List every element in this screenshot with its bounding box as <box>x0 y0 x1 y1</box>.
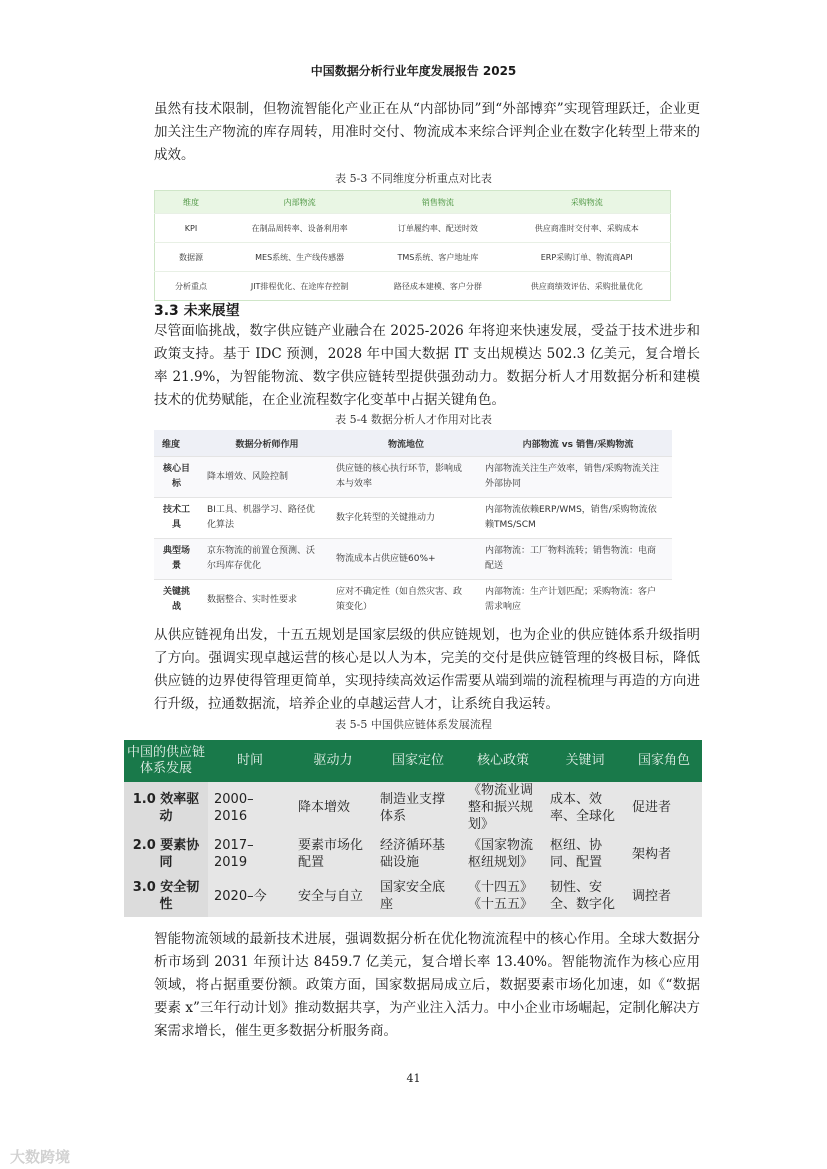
section-heading: 3.3 未来展望 <box>154 303 240 319</box>
table-cell: 成本、效率、全球化 <box>544 782 626 833</box>
table-cell: 数据整合、实时性要求 <box>199 580 328 621</box>
table-5-5 <box>124 740 702 917</box>
table-cell: 国家安全底座 <box>374 875 462 917</box>
table-cell: 架构者 <box>626 833 702 875</box>
table-cell: 京东物流的前置仓预测、沃尔玛库存优化 <box>199 539 328 580</box>
table-cell: 物流成本占供应链60%+ <box>328 539 477 580</box>
table-5-3-caption: 表 5-3 不同维度分析重点对比表 <box>335 172 492 185</box>
table-row <box>154 539 672 580</box>
table-cell: 内部物流：工厂物料流转；销售物流：电商配送 <box>477 539 672 580</box>
table-row <box>154 457 672 498</box>
table-row <box>155 243 671 272</box>
watermark-logo <box>10 1146 70 1167</box>
table-cell: 制造业支撑体系 <box>374 782 462 833</box>
table-cell: 调控者 <box>626 875 702 917</box>
table-cell: MES系统、生产线传感器 <box>227 243 372 272</box>
table-row <box>155 272 671 301</box>
table-cell: 《国家物流枢纽规划》 <box>462 833 544 875</box>
table-header-cell: 物流地位 <box>328 430 477 457</box>
table-cell: 供应链的核心执行环节，影响成本与效率 <box>328 457 477 498</box>
table-cell: 分析重点 <box>155 272 228 301</box>
table-cell: 经济循环基础设施 <box>374 833 462 875</box>
table-cell: TMS系统、客户地址库 <box>372 243 503 272</box>
table-cell: 《十四五》《十五五》 <box>462 875 544 917</box>
table-header-row <box>124 740 702 782</box>
table-5-4-caption: 表 5-4 数据分析人才作用对比表 <box>335 413 492 426</box>
table-cell: 路径成本建模、客户分群 <box>372 272 503 301</box>
table-cell: 核心目标 <box>154 457 199 498</box>
table-cell: 在制品周转率、设备利用率 <box>227 214 372 243</box>
table-header-cell: 中国的供应链体系发展 <box>124 740 208 782</box>
table-header-cell: 内部物流 vs 销售/采购物流 <box>477 430 672 457</box>
table-5-3 <box>154 190 671 301</box>
table-cell: 2000–2016 <box>208 782 292 833</box>
table-header-cell: 维度 <box>154 430 199 457</box>
table-header-cell: 数据分析师作用 <box>199 430 328 457</box>
table-header-cell: 销售物流 <box>372 191 503 214</box>
table-cell: 《物流业调整和振兴规划》 <box>462 782 544 833</box>
table-header-cell: 国家角色 <box>626 740 702 782</box>
table-cell: BI工具、机器学习、路径优化算法 <box>199 498 328 539</box>
paragraph-supply-chain: 从供应链视角出发，十五五规划是国家层级的供应链规划，也为企业的供应链体系升级指明了方向。强调实现卓越运营的核心是以人为本，完美的交付是供应链管理的终极目标，降低供应链的边界使得管理更简单，实现持续高效运作需要从端到端的流程梳理与再造的方向进行升级，拉通数据流，培养企业的卓越运营人才，让系统自我运转。 <box>154 627 700 712</box>
table-row <box>154 580 672 621</box>
table-cell: 1.0 效率驱动 <box>124 782 208 833</box>
table-row <box>124 833 702 875</box>
table-row <box>154 498 672 539</box>
table-cell: 韧性、安全、数字化 <box>544 875 626 917</box>
table-cell: 促进者 <box>626 782 702 833</box>
table-header-cell: 内部物流 <box>227 191 372 214</box>
table-cell: 数据源 <box>155 243 228 272</box>
table-cell: 应对不确定性（如自然灾害、政策变化） <box>328 580 477 621</box>
table-header-cell: 维度 <box>155 191 228 214</box>
table-cell: ERP采购订单、物流商API <box>504 243 671 272</box>
table-cell: 供应商准时交付率、采购成本 <box>504 214 671 243</box>
table-header-cell: 时间 <box>208 740 292 782</box>
table-cell: 订单履约率、配送时效 <box>372 214 503 243</box>
table-5-5-caption: 表 5-5 中国供应链体系发展流程 <box>335 718 492 731</box>
table-header-cell: 关键词 <box>544 740 626 782</box>
table-cell: 安全与自立 <box>292 875 374 917</box>
table-cell: 技术工具 <box>154 498 199 539</box>
watermark-text: 大数跨境 <box>10 1148 71 1166</box>
table-row <box>124 782 702 833</box>
table-cell: 内部物流关注生产效率，销售/采购物流关注外部协同 <box>477 457 672 498</box>
table-cell: 3.0 安全韧性 <box>124 875 208 917</box>
table-row <box>155 214 671 243</box>
table-cell: 要素市场化配置 <box>292 833 374 875</box>
table-cell: 2.0 要素协同 <box>124 833 208 875</box>
table-cell: 枢纽、协同、配置 <box>544 833 626 875</box>
page-header: 中国数据分析行业年度发展报告 2025 <box>310 64 517 78</box>
table-cell: 内部物流依赖ERP/WMS，销售/采购物流依赖TMS/SCM <box>477 498 672 539</box>
table-cell: 2020–今 <box>208 875 292 917</box>
paragraph-intro: 虽然有技术限制，但物流智能化产业正在从“内部协同”到“外部博弈”实现管理跃迁，企业更加关注生产物流的库存周转，用准时交付、物流成本来综合评判企业在数字化转型上带来的成效。 <box>154 101 700 163</box>
table-cell: 供应商绩效评估、采购批量优化 <box>504 272 671 301</box>
table-header-cell: 驱动力 <box>292 740 374 782</box>
table-row <box>124 875 702 917</box>
page-number: 41 <box>406 1072 421 1085</box>
table-cell: 数字化转型的关键推动力 <box>328 498 477 539</box>
table-cell: 降本增效、风险控制 <box>199 457 328 498</box>
table-header-cell: 核心政策 <box>462 740 544 782</box>
table-cell: 2017–2019 <box>208 833 292 875</box>
table-5-4 <box>154 430 672 620</box>
table-header-cell: 采购物流 <box>504 191 671 214</box>
table-header-cell: 国家定位 <box>374 740 462 782</box>
paragraph-outlook: 尽管面临挑战，数字供应链产业融合在 2025-2026 年将迎来快速发展，受益于技术进步和政策支持。基于 IDC 预测，2028 年中国大数据 IT 支出规模达 502.3 亿美元，复合增长率 21.9%，为智能物流、数字供应链转型提供强劲动力。数据分析人才用数据分析和建模技术的优势赋能，在企业流程数字化变革中占据关键角色。 <box>154 323 700 408</box>
table-header-row <box>155 191 671 214</box>
table-cell: KPI <box>155 214 228 243</box>
table-cell: 典型场景 <box>154 539 199 580</box>
table-cell: 内部物流：生产计划匹配；采购物流：客户需求响应 <box>477 580 672 621</box>
paragraph-smart-logistics: 智能物流领域的最新技术进展，强调数据分析在优化物流流程中的核心作用。全球大数据分析市场到 2031 年预计达 8459.7 亿美元，复合增长率 13.40%。智能物流作为核心应用领域，将占据重要份额。政策方面，国家数据局成立后，数据要素市场化加速，如《“数据要素 x”三年行动计划》推动数据共享，为产业注入活力。中小企业市场崛起，定制化解决方案需求增长，催生更多数据分析服务商。 <box>154 931 700 1039</box>
table-header-row <box>154 430 672 457</box>
table-cell: JIT排程优化、在途库存控制 <box>227 272 372 301</box>
table-cell: 降本增效 <box>292 782 374 833</box>
table-cell: 关键挑战 <box>154 580 199 621</box>
